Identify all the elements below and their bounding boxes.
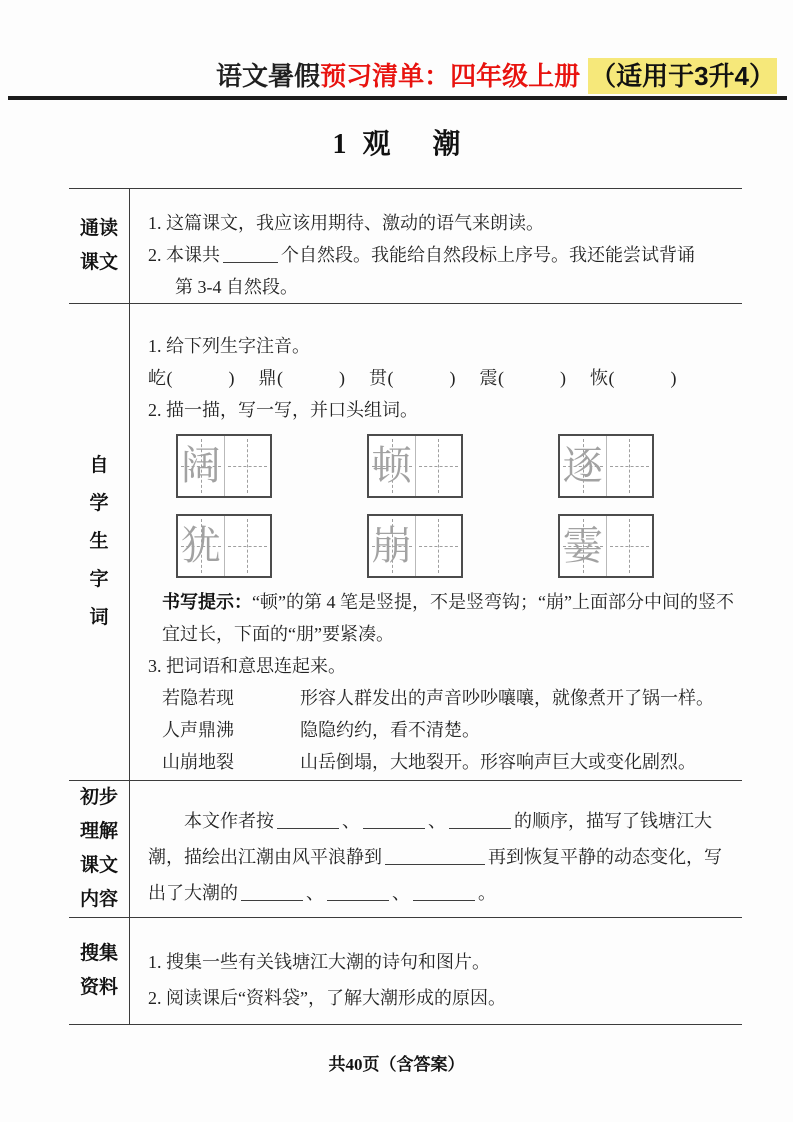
preview-table	[69, 188, 742, 1025]
lesson-number: 1	[332, 129, 347, 160]
label-line: 理解	[79, 821, 118, 842]
label-line: 资料	[79, 977, 118, 998]
task-item-2: 2. 描一描，写一写，并口头组词。	[148, 400, 418, 420]
trace-char: 霎	[562, 523, 603, 568]
fill-text-segment: 再到恢复平静的动态变化，写出了大潮的	[148, 847, 722, 903]
trace-cell-empty	[606, 436, 653, 496]
trace-char: 崩	[371, 523, 412, 568]
header-subtitle: 预习清单：四年级上册	[320, 61, 581, 91]
header-grade-badge: （适用于3升4）	[588, 58, 777, 94]
fill-text-segment: 、	[392, 883, 410, 903]
label-line: 搜集	[79, 943, 118, 964]
lesson-word-2: 潮	[432, 129, 461, 160]
writing-tip-label: 书写提示：	[162, 592, 252, 612]
row-self-study-content	[130, 304, 742, 780]
fill-text-segment: 的顺序，描写了钱塘江大潮，描绘出江潮由风平浪静到	[148, 811, 712, 867]
task-item-3: 3. 把词语和意思连起来。	[148, 656, 346, 676]
trace-grid-box	[367, 434, 463, 498]
fill-text-segment: 、	[428, 811, 446, 831]
trace-grid-box	[558, 434, 654, 498]
label-line: 词	[89, 607, 109, 628]
trace-cell	[369, 436, 415, 496]
trace-grid-box	[176, 514, 272, 578]
trace-char: 逐	[562, 443, 603, 488]
answer-blank	[385, 850, 485, 865]
trace-cell-empty	[606, 516, 653, 576]
header-divider	[8, 96, 787, 100]
lesson-title	[0, 122, 793, 162]
fill-text-segment: 、	[342, 811, 360, 831]
fill-text-segment: 、	[306, 883, 324, 903]
task-text-segment: 个自然段。我能给自然段标上序号。我还能尝试背诵	[281, 245, 695, 265]
row-comprehension-content	[130, 781, 742, 917]
label-line: 初步	[79, 787, 118, 808]
trace-grid-box	[176, 434, 272, 498]
match-row	[148, 746, 736, 778]
trace-cell	[369, 516, 415, 576]
header-series-title: 语文暑假	[216, 61, 321, 91]
answer-blank	[277, 814, 339, 829]
fill-in-paragraph	[148, 803, 734, 911]
label-line: 自	[89, 455, 109, 476]
answer-blank	[223, 248, 278, 263]
trace-grid-row-2	[176, 514, 736, 578]
match-definition: 山岳倒塌，大地裂开。形容响声巨大或变化剧烈。	[300, 752, 696, 772]
answer-blank	[449, 814, 511, 829]
trace-cell	[560, 516, 606, 576]
trace-cell-empty	[415, 436, 462, 496]
trace-grid-box	[558, 514, 654, 578]
row-read-text-label	[69, 189, 130, 303]
pinyin-line: 屹( ) 鼎( ) 贯( ) 震( ) 恢( )	[148, 368, 677, 388]
row-comprehension-label	[69, 781, 130, 917]
match-definition: 隐隐约约，看不清楚。	[300, 720, 480, 740]
match-definition: 形容人群发出的声音吵吵嚷嚷，就像煮开了锅一样。	[300, 688, 714, 708]
label-line: 学	[89, 493, 109, 514]
match-word: 若隐若现	[162, 688, 234, 708]
trace-char: 顿	[371, 443, 412, 488]
row-collect-materials	[69, 918, 742, 1025]
trace-grid-box	[367, 514, 463, 578]
task-item-2: 2. 阅读课后“资料袋”，了解大潮形成的原因。	[148, 988, 506, 1008]
trace-cell	[560, 436, 606, 496]
trace-char: 犹	[180, 523, 221, 568]
answer-blank	[413, 886, 475, 901]
trace-cell-empty	[415, 516, 462, 576]
answer-blank	[327, 886, 389, 901]
task-item-2	[148, 239, 736, 271]
label-line: 字	[89, 569, 109, 590]
label-line: 内容	[79, 889, 118, 910]
match-word: 山崩地裂	[162, 752, 234, 772]
label-line: 生	[89, 531, 109, 552]
row-collect-materials-label	[69, 918, 130, 1024]
row-read-text-content	[130, 189, 742, 303]
row-self-study-label	[69, 304, 130, 780]
row-self-study	[69, 304, 742, 781]
task-item-1: 1. 给下列生字注音。	[148, 336, 310, 356]
task-item-1: 1. 搜集一些有关钱塘江大潮的诗句和图片。	[148, 952, 490, 972]
label-line: 课文	[79, 855, 118, 876]
lesson-word-1: 观	[362, 129, 391, 160]
task-item-2-continued: 第 3-4 自然段。	[175, 277, 298, 297]
fill-text-segment: 。	[478, 883, 496, 903]
trace-char: 阔	[180, 443, 221, 488]
label-line: 课文	[79, 252, 118, 273]
match-word: 人声鼎沸	[162, 720, 234, 740]
row-comprehension	[69, 781, 742, 918]
trace-cell-empty	[224, 516, 271, 576]
trace-grid-row-1	[176, 434, 736, 498]
row-read-text	[69, 189, 742, 304]
fill-text-segment: 本文作者按	[184, 811, 274, 831]
writing-tip	[148, 586, 736, 650]
row-collect-materials-content	[130, 918, 742, 1024]
page-header	[216, 56, 777, 93]
label-line: 通读	[79, 218, 118, 239]
match-row	[148, 714, 736, 746]
writing-tip-text: “顿”的第 4 笔是竖提，不是竖弯钩；“崩”上面部分中间的竖不宜过长，下面的“朋”要紧凑。	[162, 592, 734, 644]
match-row	[148, 682, 736, 714]
answer-blank	[363, 814, 425, 829]
trace-cell	[178, 436, 224, 496]
footer-page-info: 共40页（含答案）	[328, 1055, 465, 1074]
trace-cell	[178, 516, 224, 576]
trace-cell-empty	[224, 436, 271, 496]
task-item-1: 1. 这篇课文，我应该用期待、激动的语气来朗读。	[148, 213, 544, 233]
answer-blank	[241, 886, 303, 901]
task-text-segment: 2. 本课共	[148, 245, 220, 265]
